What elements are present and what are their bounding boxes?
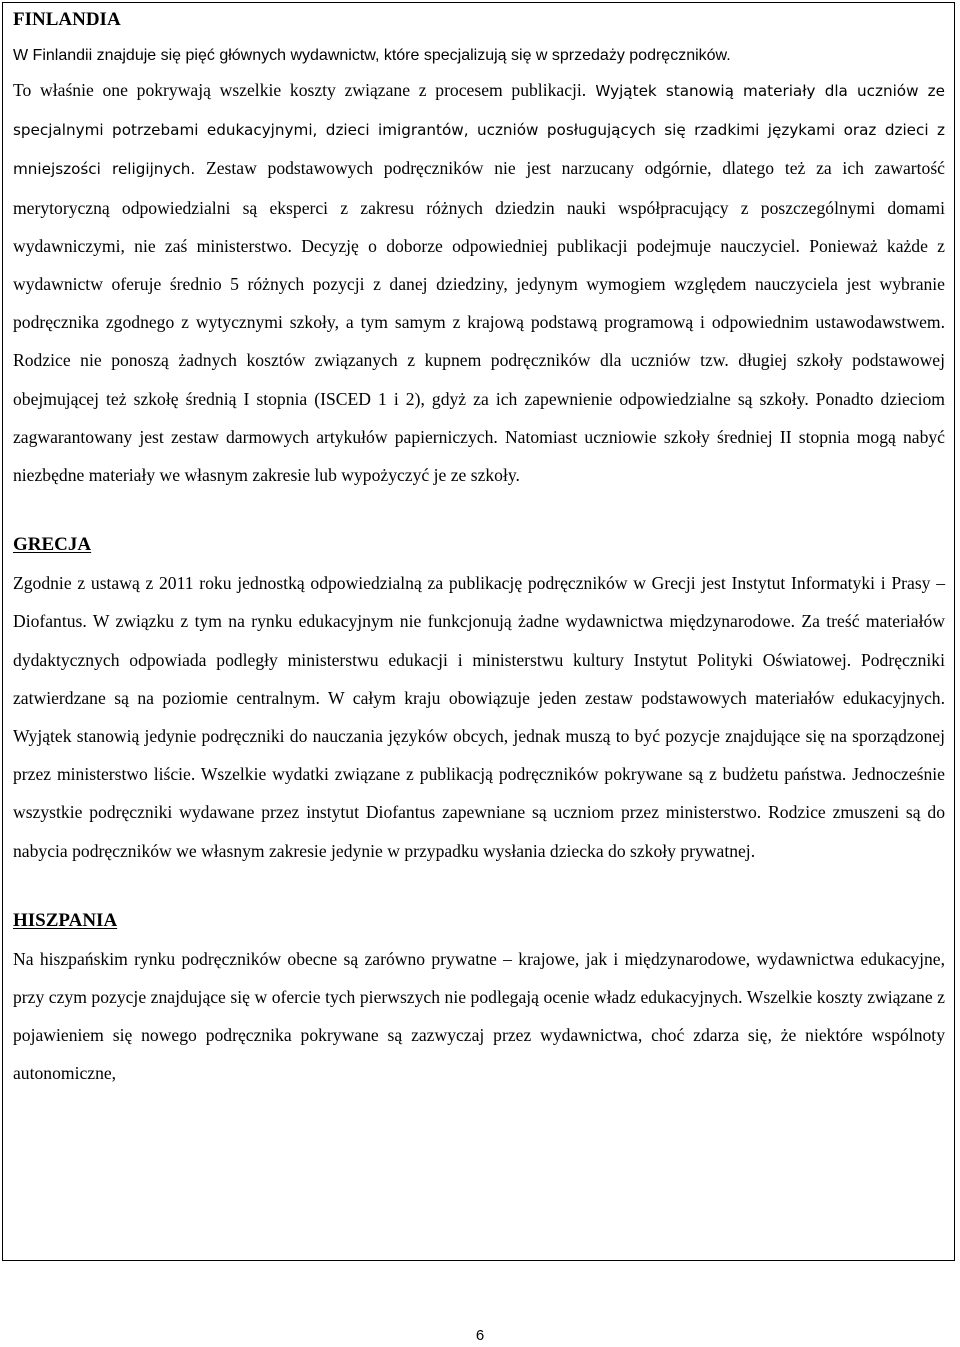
finlandia-text-1: To właśnie one pokrywają wszelkie koszty związane z procesem publikacji. bbox=[13, 80, 587, 100]
finlandia-lead: W Finlandii znajduje się pięć głównych wydawnictw, które specjalizują się w sprzedaży podręczników. bbox=[13, 47, 731, 64]
document-body bbox=[3, 3, 954, 1093]
section-title-finlandia: FINLANDIA bbox=[13, 9, 121, 30]
content-box bbox=[2, 2, 955, 1261]
finlandia-text-2: Wyjątek stanowią materiały dla uczniów ze specjalnymi potrzebami edukacyjnymi, dzieci imigrantów, uczniów posługujących się rzadkimi językami oraz dzieci z mniejszości religijnych. bbox=[13, 82, 945, 179]
finlandia-text-3: Zestaw podstawowych podręczników nie jest narzucany odgórnie, dlatego też za ich zawartość merytoryczną odpowiedzialni są eksperci z zakresu różnych dziedzin nauki współpracujący z poszczególnymi domami wydawniczymi, nie zaś ministerstwo. Decyzję o doborze odpowiedniej publikacji podejmuje nauczyciel. bbox=[13, 158, 945, 256]
section-gap bbox=[13, 494, 945, 532]
hiszpania-paragraph: Na hiszpańskim rynku podręczników obecne są zarówno prywatne – krajowe, jak i międzynarodowe, wydawnictwa edukacyjne, przy czym pozycje znajdujące się w ofercie tych pierwszych nie podlegają ocenie władz edukacyjnych. Wszelkie koszty związane z pojawieniem się nowego podręcznika pokrywane są zazwyczaj przez wydawnictwa, choć zdarza się, że niektóre wspólnoty autonomiczne, bbox=[13, 948, 945, 1084]
section-title-grecja: GRECJA bbox=[13, 534, 92, 556]
finlandia-text-4: Ponieważ każde z wydawnictw oferuje średnio 5 różnych pozycji z danej dziedziny, jedynym wymogiem względem nauczyciela jest wybranie podręcznika zgodnego z wytycznymi szkoły, a tym samym z krajową podstawą programową i odpowiednim ustawodawstwem. Rodzice nie ponoszą żadnych kosztów związanych z kupnem podręczników dla uczniów tzw. długiej szkoły podstawowej obejmującej też szkołę średnią I stopnia (ISCED 1 i 2), gdyż za ich zapewnienie odpowiedzialne są szkoły. Ponadto dzieciom zagwarantowany jest zestaw darmowych artykułów papierniczych. Natomiast uczniowie szkoły średniej II stopnia mogą nabyć niezbędne materiały we własnym zakresie lub wypożyczyć je ze szkoły. bbox=[13, 235, 945, 486]
grecja-paragraph: Zgodnie z ustawą z 2011 roku jednostką odpowiedzialną za publikację podręczników w Grecji jest Instytut Informatyki i Prasy – Diofantus. W związku z tym na rynku edukacyjnym nie funkcjonują żadne wydawnictwa międzynarodowe. Za treść materiałów dydaktycznych odpowiada podległy ministerstwu edukacji i ministerstwu kultury Instytut Polityki Oświatowej. Podręczniki zatwierdzane są na poziomie centralnym. W całym kraju obowiązuje jeden zestaw podstawowych materiałów edukacyjnych. Wyjątek stanowią jedynie podręczniki do nauczania języków obcych, jednak muszą to być pozycje znajdujące się na sporządzonej przez ministerstwo liście. Wszelkie wydatki związane z publikacją podręczników pokrywane są z budżetu państwa. Jednocześnie wszystkie podręczniki wydawane przez instytut Diofantus zapewniane są uczniom przez ministerstwo. Rodzice zmuszeni są do nabycia podręczników we własnym zakresie jedynie w przypadku wysłania dziecka do szkoły prywatnej. bbox=[13, 573, 945, 861]
section-gap bbox=[13, 870, 945, 908]
section-title-hiszpania: HISZPANIA bbox=[13, 909, 118, 931]
finlandia-paragraph bbox=[13, 71, 945, 494]
page-number: 6 bbox=[475, 1327, 485, 1344]
